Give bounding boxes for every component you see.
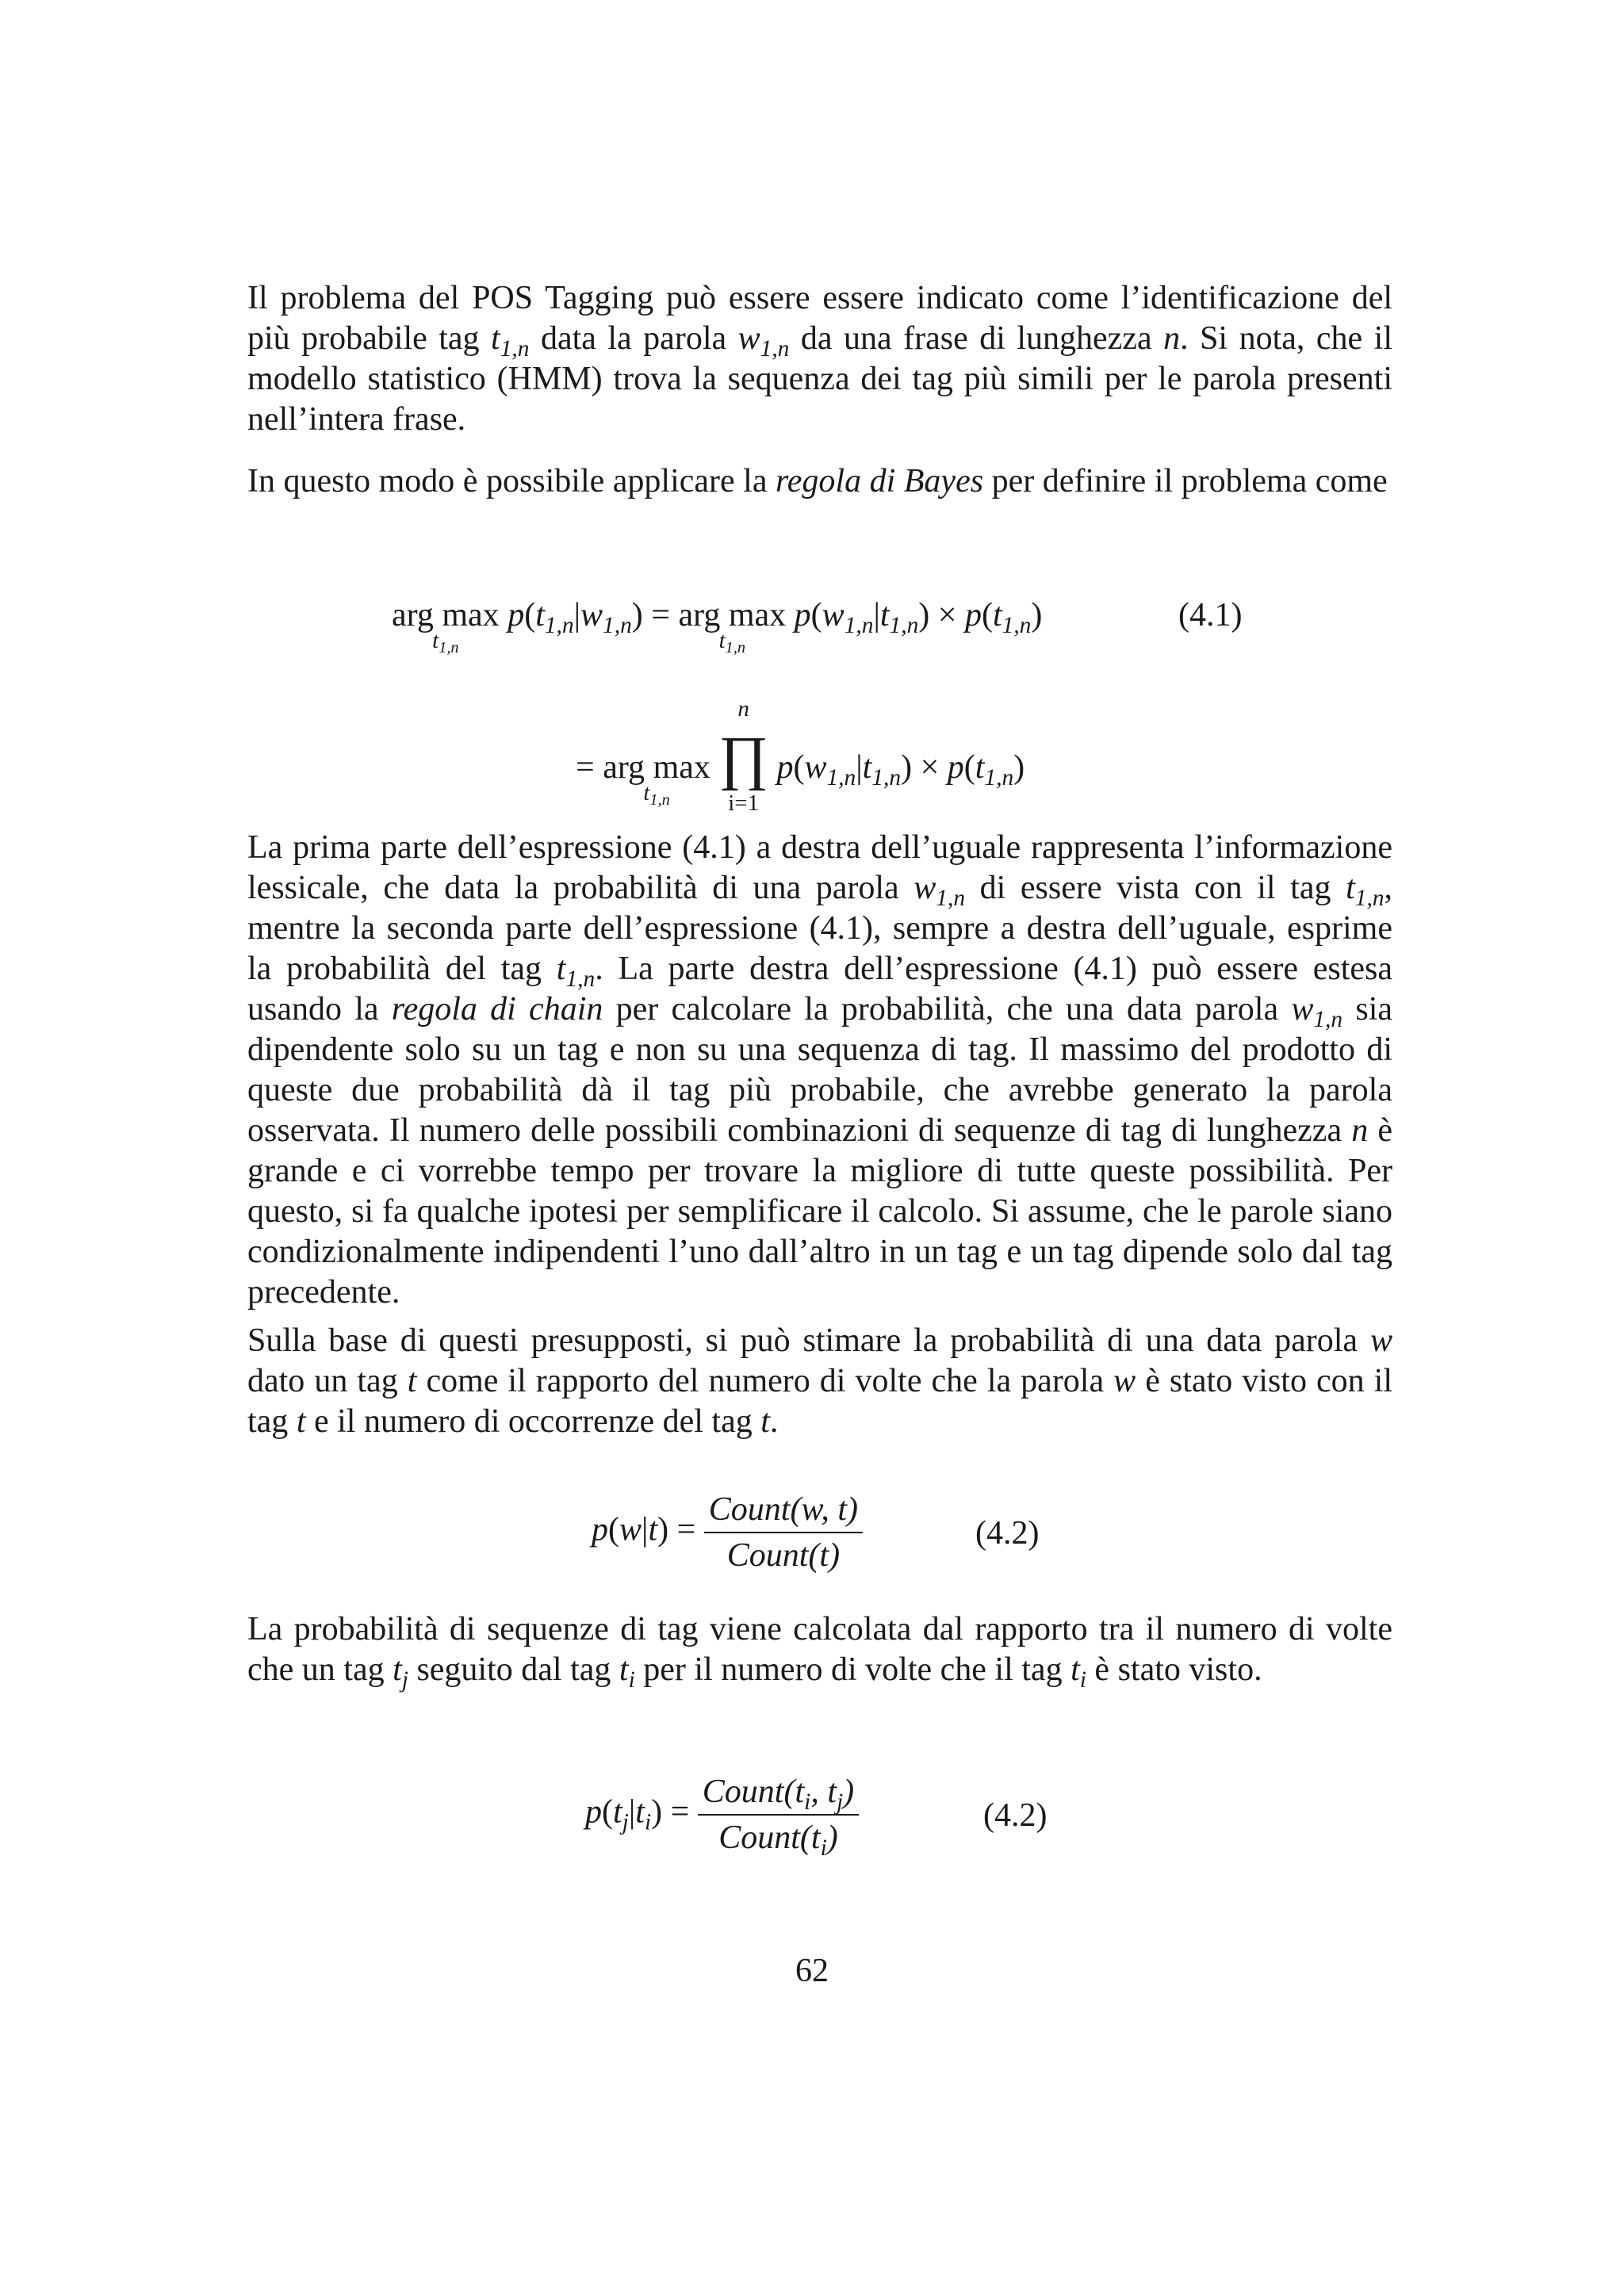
equation-4-2-tag-prob: $p(t_j|t_i)$ = $\frac{Count(t_i, t_j)}{Count(t_i)}$: [585, 1773, 859, 1857]
text-segment: da una frase di lunghezza: [789, 320, 1164, 357]
text-segment: . La parte destra dell’espressione (4.1) può essere estesa usando la: [247, 951, 1392, 1027]
math-t1n: $t_{1,n}$: [556, 951, 596, 992]
argmax-operator: arg max $t_{1,n}$: [678, 597, 787, 657]
text-segment: Sulla base di questi presupposti, si può stimare la probabilità di una data parola: [247, 1322, 1370, 1359]
math-ti: $t_i$: [619, 1651, 635, 1693]
text-segment: di essere vista con il tag: [965, 870, 1346, 906]
text-segment: dato un tag: [247, 1363, 408, 1399]
math-t1n: $t_{1,n}$: [1346, 870, 1385, 911]
paragraph-bayes: [247, 461, 1392, 502]
fraction: $\frac{\text{Count(w, t)}}{\text{Count(t)}}$: [704, 1490, 863, 1575]
text-segment: e il numero di occorrenze del tag: [305, 1403, 761, 1440]
math-w1n: $w_{1,n}$: [914, 870, 966, 911]
product-operator: n ∏ i=1: [718, 696, 768, 816]
text-segment: seguito dal tag: [408, 1651, 619, 1688]
text-segment: per definire il problema come: [983, 463, 1388, 499]
math-n: n: [1163, 320, 1181, 357]
text-segment: , mentre la seconda parte dell’espressione (4.1), sempre a destra dell’uguale, esprime la probabilità del tag: [247, 870, 1392, 987]
equation-number-4-2: (4.2): [975, 1515, 1040, 1552]
text-segment: per calcolare la probabilità, che una data parola: [603, 991, 1292, 1027]
page-number: 62: [795, 1953, 829, 1989]
emphasis-bayes: regola di Bayes: [776, 463, 984, 499]
text-segment: data la parola: [529, 320, 738, 357]
text-segment: è stato visto con il tag: [247, 1363, 1392, 1440]
equation-number-4-2-second: (4.2): [983, 1797, 1048, 1834]
emphasis-chain: regola di chain: [391, 991, 603, 1027]
argmax-operator: arg max $t_{1,n}$: [603, 749, 710, 809]
math-t: t: [760, 1403, 770, 1440]
math-w: w: [1113, 1363, 1136, 1399]
math-n: n: [1351, 1112, 1369, 1149]
paragraph-tag-sequence: [247, 1609, 1392, 1693]
text-segment: In questo modo è possibile applicare la: [247, 463, 776, 499]
text-segment: . Si nota, che il modello statistico (HMM) trova la sequenza dei tag più simili per le parola presenti nell’intera frase.: [247, 320, 1392, 438]
text-segment: per il numero di volte che il tag: [634, 1651, 1071, 1688]
math-w: w: [1369, 1322, 1392, 1359]
equation-4-2-word-prob: p(w|t) = $\frac{\text{Count(w, t)}}{\text{Count(t)}}$: [592, 1490, 863, 1575]
paragraph-intro: [247, 278, 1392, 440]
argmax-operator: arg max $t_{1,n}$: [392, 597, 500, 657]
text-segment: come il rapporto del numero di volte che la parola: [416, 1363, 1114, 1399]
fraction: $\frac{Count(t_i, t_j)}{Count(t_i)}$: [698, 1773, 859, 1857]
math-t1n: $t_{1,n}$: [491, 320, 530, 362]
equation-4-1-line-1: arg max $t_{1,n}$ $p(t_{1,n}|w_{1,n})$ = arg max $t_{1,n}$ $p(w_{1,n}|t_{1,n}) \times p(t_{1,n})$: [392, 597, 1043, 657]
math-t: t: [407, 1363, 417, 1399]
equation-4-1-line-2: = arg max $t_{1,n}$ n ∏ i=1 $p(w_{1,n}|t_{1,n}) \times p(t_{1,n})$: [576, 696, 1025, 816]
text-segment: è stato visto.: [1086, 1651, 1262, 1688]
math-tj: $t_j$: [393, 1651, 408, 1693]
text-segment: .: [769, 1403, 779, 1440]
text-segment: sia dipendente solo su un tag e non su una sequenza di tag. Il massimo del prodotto di queste due probabilità dà il tag più probabile, che avrebbe generato la parola osservata. Il numero delle possibili combinazioni di sequenze di tag di lunghezza: [247, 991, 1393, 1149]
equation-number-4-1: (4.1): [1178, 597, 1243, 633]
text-segment: La probabilità di sequenze di tag viene calcolata dal rapporto tra il numero di volte che un tag: [247, 1611, 1392, 1688]
paragraph-explanation: [247, 828, 1392, 1313]
math-ti: $t_i$: [1071, 1651, 1086, 1693]
math-w1n: $w_{1,n}$: [737, 320, 790, 362]
math-t: t: [296, 1403, 306, 1440]
text-segment: La prima parte dell’espressione (4.1) a destra dell’uguale rappresenta l’informazione lessicale, che data la probabilità di una parola: [247, 829, 1392, 906]
text-segment: Il problema del POS Tagging può essere essere indicato come l’identificazione del più probabile tag: [247, 280, 1392, 357]
text-segment: è grande e ci vorrebbe tempo per trovare la migliore di tutte queste possibilità. Per questo, si fa qualche ipotesi per semplificare il calcolo. Si assume, che le parole siano condizionalmente indipendenti l’uno dall’altro in un tag e un tag dipende solo dal tag precedente.: [247, 1112, 1392, 1311]
paragraph-assumptions: [247, 1321, 1392, 1442]
math-w1n: $w_{1,n}$: [1291, 991, 1343, 1032]
